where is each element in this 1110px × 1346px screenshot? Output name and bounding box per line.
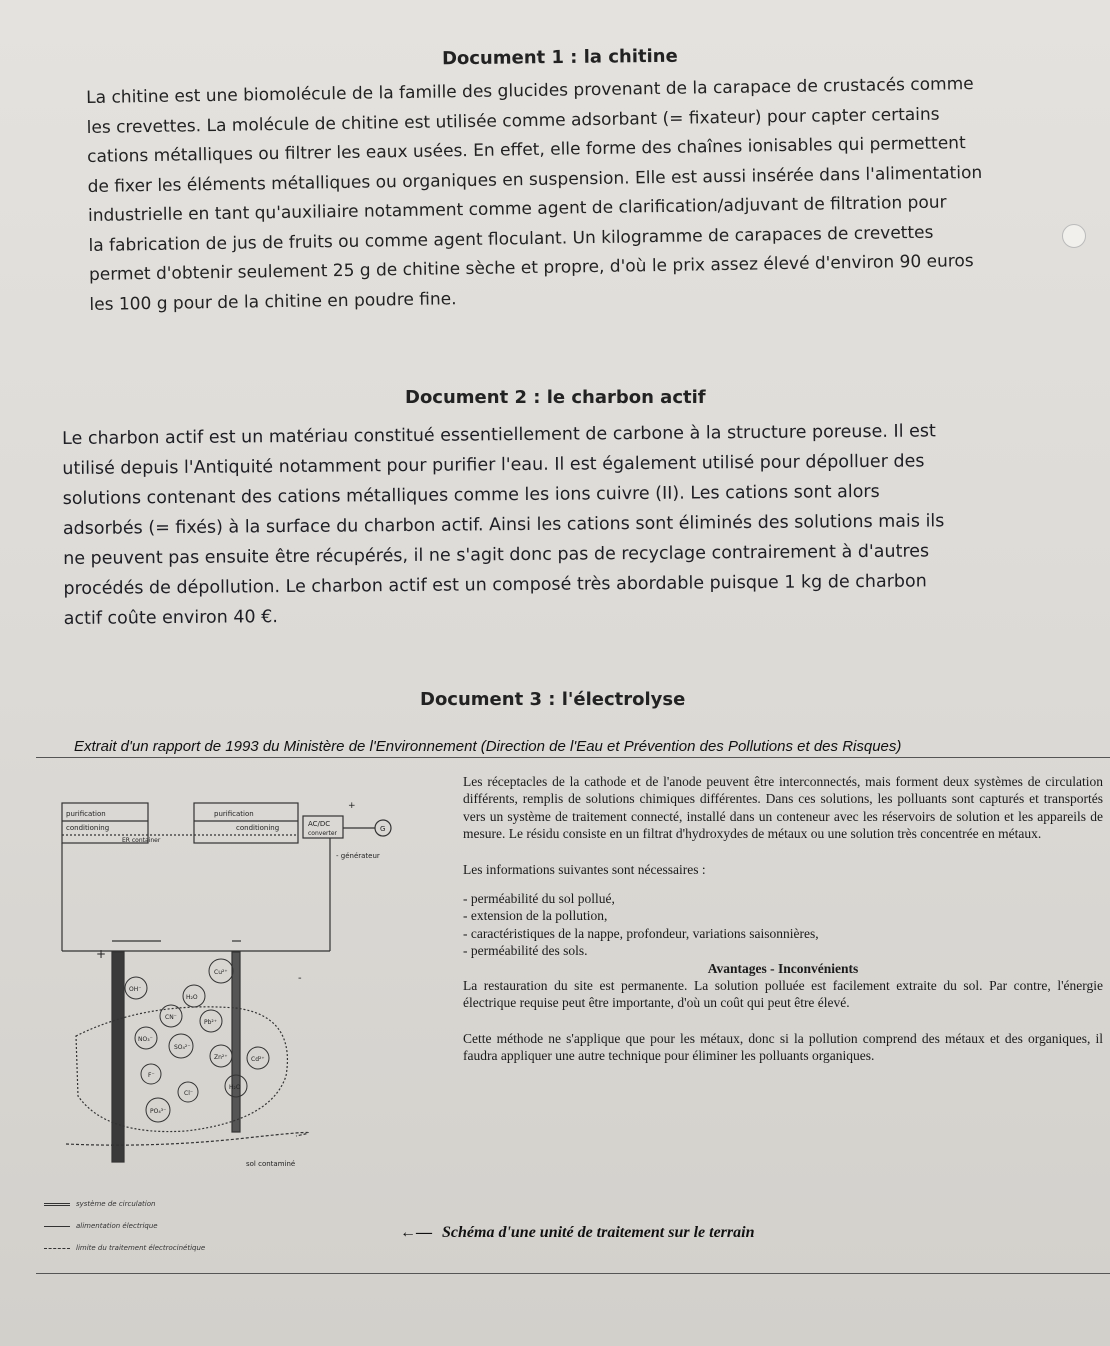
text-line: les 100 g pour de la chitine en poudre fine. (89, 288, 457, 315)
legend-solid-line (44, 1226, 70, 1227)
doc2-title: Document 2 : le charbon actif (405, 387, 706, 408)
advantages-title: Avantages - Inconvénients (707, 960, 859, 976)
legend-limit-label: limite du traitement électrocinétique (76, 1244, 206, 1252)
right-box (194, 803, 298, 843)
plus-top-label: + (348, 801, 356, 811)
text-line: industrielle en tant qu'auxiliaire notamment comme agent de clarification/adjuvant de filtration pour (87, 192, 947, 226)
doc3-title: Document 3 : l'électrolyse (420, 689, 686, 710)
ion-4: CN⁻ (165, 1014, 177, 1021)
conditioning-right-label: conditioning (236, 824, 280, 832)
diagram-caption-text: Schéma d'une unité de traitement sur le terrain (442, 1224, 755, 1241)
list-item: - perméabilité du sol pollué, (463, 891, 615, 907)
purification-right-label: purification (214, 810, 254, 818)
top-rule (36, 757, 1110, 758)
diagram-caption (400, 1224, 754, 1242)
ion-9: Cd²⁺ (251, 1056, 265, 1063)
arrow-left-icon: ←— (400, 1224, 432, 1241)
ion-13: PO₄³⁻ (150, 1108, 167, 1115)
text-line: de fixer les éléments métalliques ou organiques en suspension. Elle est aussi insérée dans l'alimentation (87, 162, 983, 197)
text-line: les crevettes. La molécule de chitine est utilisée comme adsorbant (= fixateur) pour capter certains (86, 104, 940, 138)
doc3-para1: Les réceptacles de la cathode et de l'anode peuvent être interconnectés, mais forment deux systèmes de circulation différents, remplis de solutions chimiques différentes. Dans ces solutions, les polluants sont capturés et transportés vers un système de traitement connecté, installé dans un conteneur avec les réservoirs de solution et les appareils de mesure. Le résidu consiste en un filtrat d'hydroxydes de métaux ou une solution très concentrée en métaux. (463, 774, 1103, 842)
ion-7: SO₄²⁻ (174, 1044, 191, 1051)
ion-10: F⁻ (148, 1072, 155, 1079)
g-label: G (380, 825, 386, 833)
legend-circulation (44, 1200, 155, 1208)
legend-electric-label: alimentation électrique (76, 1222, 158, 1230)
text-line: actif coûte environ 40 €. (63, 607, 278, 629)
text-line: cations métalliques ou filtrer les eaux usées. En effet, elle forme des chaînes ionisables qui permettent (86, 133, 966, 167)
converter-label: converter (308, 830, 337, 837)
sticker-dot (1062, 224, 1086, 248)
ion-5: Pb²⁺ (204, 1019, 217, 1026)
doc2-paragraph (62, 415, 1049, 634)
legend-circulation-label: système de circulation (76, 1200, 156, 1208)
left-electrode (112, 952, 124, 1162)
list-item: - caractéristiques de la nappe, profondeur, variations saisonnières, (463, 925, 819, 941)
ion-8: Zn²⁺ (214, 1054, 228, 1061)
purification-left-label: purification (66, 810, 106, 818)
er-container-label: ER container (122, 837, 161, 844)
doc3-list (463, 890, 1103, 960)
doc3-text-column (463, 773, 1103, 1065)
text-line: ne peuvent pas ensuite être récupérés, il ne s'agit donc pas de recyclage contrairement à d'autres (63, 541, 930, 569)
legend-electric (44, 1222, 158, 1230)
doc1-paragraph (86, 69, 1050, 320)
legend-limit (44, 1244, 205, 1252)
soil-label: sol contaminé (246, 1160, 296, 1168)
plus-left-label: + (96, 947, 107, 961)
doc3-para3: La restauration du site est permanente. La solution polluée est facilement extraite du sol. Par contre, l'énergie électrique requise peut être importante, d'où un coût qui peut être élevé. (463, 978, 1103, 1011)
acdc-label: AC/DC (308, 820, 331, 828)
right-electrode (232, 952, 240, 1132)
ion-1: Cu²⁺ (214, 969, 228, 976)
doc3-para2: Les informations suivantes sont nécessaires : (463, 861, 706, 877)
doc3-para4: Cette méthode ne s'applique que pour les métaux, donc si la pollution comprend des métaux et des organiques, il faudra appliquer une autre technique pour éliminer les polluants organiques. (463, 1030, 1103, 1064)
legend-double-line (44, 1203, 70, 1206)
treatment-unit-diagram (36, 776, 426, 1286)
text-line: permet d'obtenir seulement 25 g de chitine sèche et propre, d'où le prix assez élevé d'environ 90 euros (88, 251, 974, 285)
legend-dashed-line (44, 1248, 70, 1249)
ion-6: NO₃⁻ (138, 1036, 153, 1043)
conditioning-left-label: conditioning (66, 824, 110, 832)
minus-label: - (298, 973, 302, 984)
list-item: - perméabilité des sols. (463, 943, 588, 959)
text-line: la fabrication de jus de fruits ou comme agent floculant. Un kilogramme de carapaces de crevettes (88, 222, 934, 256)
text-line: Le charbon actif est un matériau constitué essentiellement de carbone à la structure poreuse. Il est (62, 421, 936, 449)
ion-12: Cl⁻ (184, 1090, 194, 1097)
generator-label: - générateur (336, 852, 380, 860)
text-line: utilisé depuis l'Antiquité notamment pour purifier l'eau. Il est également utilisé pour dépolluer des (62, 451, 925, 479)
ion-11: H₂O (229, 1084, 241, 1091)
doc1-title: Document 1 : la chitine (441, 45, 678, 70)
ion-3: H₂O (186, 994, 198, 1001)
text-line: solutions contenant des cations métalliques comme les ions cuivre (II). Les cations sont alors (62, 481, 880, 509)
ion-2: OH⁻ (129, 986, 142, 993)
text-line: La chitine est une biomolécule de la famille des glucides provenant de la carapace de crustacés comme (86, 74, 974, 108)
list-item: - extension de la pollution, (463, 908, 608, 924)
text-line: procédés de dépollution. Le charbon actif est un composé très abordable puisque 1 kg de charbon (63, 571, 927, 599)
doc3-subtitle: Extrait d'un rapport de 1993 du Ministère de l'Environnement (Direction de l'Eau et Prévention des Pollutions et des Risques) (74, 738, 902, 755)
text-line: adsorbés (= fixés) à la surface du charbon actif. Ainsi les cations sont éliminés des solutions mais ils (62, 511, 945, 539)
